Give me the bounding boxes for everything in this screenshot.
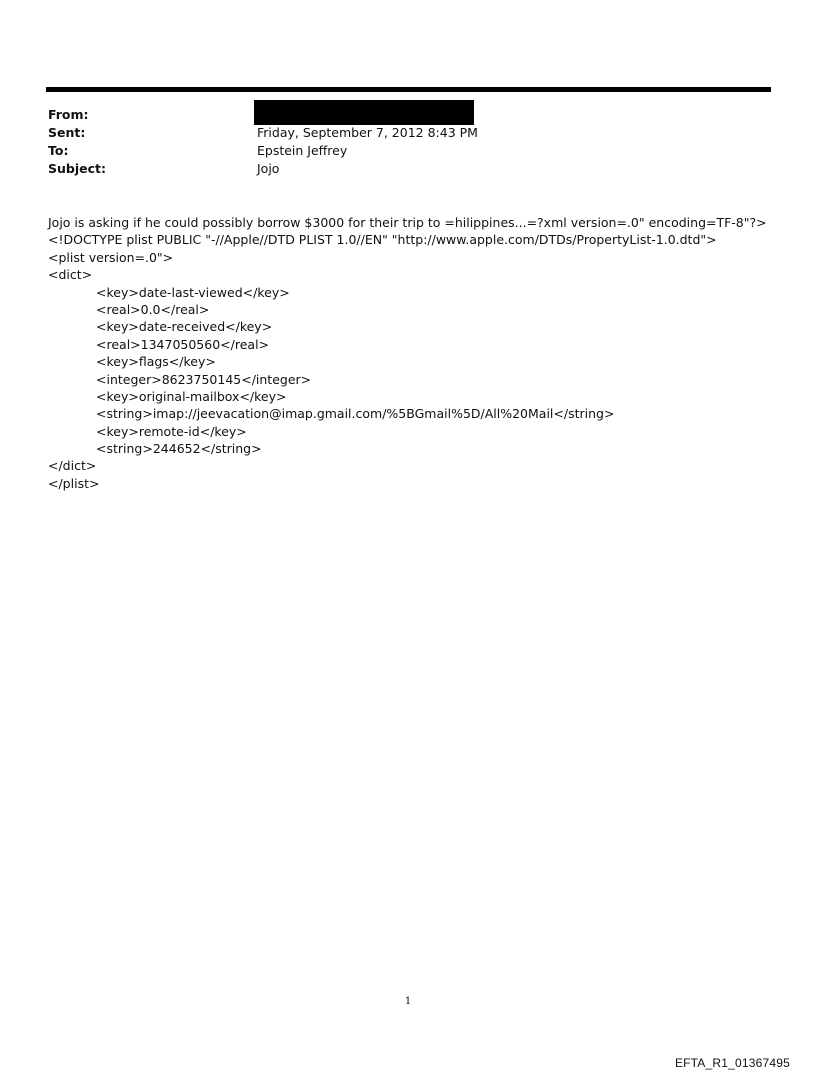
page-number: 1 (404, 996, 412, 1007)
body-line: <real>1347050560</real> (96, 336, 270, 352)
subject-value: Jojo (257, 161, 280, 176)
body-line: Jojo is asking if he could possibly borrow $3000 for their trip to =hilippines...=?xml version=.0" encoding=TF-8"?> (48, 215, 767, 230)
header-row-to (48, 142, 748, 160)
body-line: <key>original-mailbox</key> (96, 388, 287, 404)
body-line: <dict> (48, 267, 93, 283)
subject-label: Subject: (48, 161, 106, 176)
from-label: From: (48, 107, 89, 122)
body-line: <string>imap://jeevacation@imap.gmail.com/%5BGmail%5D/All%20Mail</string> (96, 406, 615, 422)
body-line: </plist> (48, 475, 100, 491)
document-id: EFTA_R1_01367495 (674, 1056, 790, 1070)
body-line: <!DOCTYPE plist PUBLIC "-//Apple//DTD PLIST 1.0//EN" "http://www.apple.com/DTDs/PropertyList-1.0.dtd"> (48, 232, 717, 248)
body-line: <key>date-received</key> (96, 319, 273, 335)
to-value: Epstein Jeffrey (257, 143, 348, 158)
to-label: To: (48, 143, 69, 158)
header-row-subject (48, 160, 748, 178)
email-body (48, 214, 788, 492)
sent-label: Sent: (48, 125, 86, 140)
header-divider-rule (46, 87, 771, 92)
sent-value: Friday, September 7, 2012 8:43 PM (257, 125, 478, 140)
header-row-from (48, 106, 748, 124)
body-line: <key>remote-id</key> (96, 423, 247, 439)
body-line: <plist version=.0"> (48, 249, 174, 265)
body-line: <integer>8623750145</integer> (96, 371, 312, 387)
email-header (48, 106, 748, 178)
body-line: <key>flags</key> (96, 354, 216, 370)
header-row-sent (48, 124, 748, 142)
body-line: </dict> (48, 458, 97, 474)
body-line: <key>date-last-viewed</key> (96, 284, 290, 300)
body-line: <string>244652</string> (96, 441, 262, 457)
body-line: <real>0.0</real> (96, 301, 210, 317)
